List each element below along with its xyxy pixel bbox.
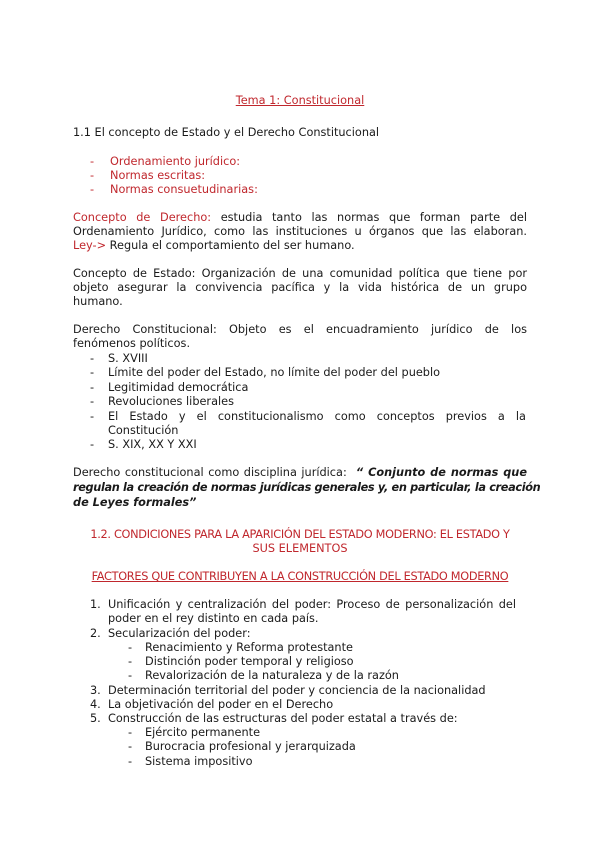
list-item: Normas escritas: xyxy=(110,169,206,182)
derecho-const-line1: Derecho Constitucional: Objeto es el encuadramiento jurídico de los xyxy=(73,323,527,336)
page-title: Tema 1: Constitucional xyxy=(235,94,365,107)
sub-item: Revalorización de la naturaleza y de la razón xyxy=(145,669,399,682)
list-number: 4. xyxy=(90,698,101,711)
numbered-item-1-line1: Unificación y centralización del poder: Proceso de personalización del xyxy=(108,598,516,611)
sub-item: Renacimiento y Reforma protestante xyxy=(145,641,353,654)
section-1-2-heading-line2: SUS ELEMENTOS xyxy=(252,542,348,555)
concepto-derecho-text: estudia tanto las normas que forman parte del xyxy=(211,211,527,224)
dash-marker: - xyxy=(90,169,95,182)
ley-label: Ley-> xyxy=(73,239,107,252)
dash-marker: - xyxy=(90,395,95,408)
sub-item: Ejército permanente xyxy=(145,726,261,739)
sub-item: Distinción poder temporal y religioso xyxy=(145,655,354,668)
dash-marker: - xyxy=(128,726,133,739)
concepto-estado-line3: humano. xyxy=(73,295,123,308)
list-item: Normas consuetudinarias: xyxy=(110,183,258,196)
disciplina-line2: regulan la creación de normas jurídicas generales y, en particular, la creación xyxy=(73,481,541,494)
dash-marker: - xyxy=(90,381,95,394)
derecho-const-line2: fenómenos políticos. xyxy=(73,337,191,350)
list-item: Revoluciones liberales xyxy=(108,395,234,408)
dash-marker: - xyxy=(128,669,133,682)
list-item: S. XIX, XX Y XXI xyxy=(108,438,197,451)
disciplina-lead: Derecho constitucional como disciplina jurídica: xyxy=(73,466,347,479)
concepto-derecho-line2: Ordenamiento Jurídico, como las instituciones u órganos que las elaboran. xyxy=(73,225,527,238)
list-number: 3. xyxy=(90,684,101,697)
list-item: Ordenamiento jurídico: xyxy=(110,155,241,168)
dash-marker: - xyxy=(90,155,95,168)
dash-marker: - xyxy=(128,655,133,668)
numbered-item-1-line2: poder en el rey distinto en cada país. xyxy=(108,612,319,625)
numbered-item-3: Determinación territorial del poder y conciencia de la nacionalidad xyxy=(108,684,486,697)
ley-text: Regula el comportamiento del ser humano. xyxy=(106,239,355,252)
dash-marker: - xyxy=(90,352,95,365)
section-1-2-heading-line1: 1.2. CONDICIONES PARA LA APARICIÓN DEL ESTADO MODERNO: EL ESTADO Y xyxy=(90,528,510,541)
disciplina-line3: de Leyes formales” xyxy=(73,496,197,509)
section-1-1-heading: 1.1 El concepto de Estado y el Derecho Constitucional xyxy=(73,126,380,139)
dash-marker: - xyxy=(90,438,95,451)
numbered-item-5: Construcción de las estructuras del poder estatal a través de: xyxy=(108,712,458,725)
dash-marker: - xyxy=(128,740,133,753)
concepto-derecho-label: Concepto de Derecho: xyxy=(73,211,212,224)
concepto-estado-line1: Concepto de Estado: Organización de una comunidad política que tiene por xyxy=(73,267,527,280)
list-number: 2. xyxy=(90,627,101,640)
concepto-estado-line2: objeto asegurar la convivencia pacífica y la vida histórica de un grupo xyxy=(73,281,527,294)
list-item: S. XVIII xyxy=(108,352,148,365)
list-item: Límite del poder del Estado, no límite del poder del pueblo xyxy=(108,366,441,379)
dash-marker: - xyxy=(128,641,133,654)
list-item: Legitimidad democrática xyxy=(108,381,249,394)
numbered-item-2: Secularización del poder: xyxy=(108,627,251,640)
dash-marker: - xyxy=(90,410,95,423)
numbered-item-4: La objetivación del poder en el Derecho xyxy=(108,698,334,711)
dash-marker: - xyxy=(128,755,133,768)
list-item: El Estado y el constitucionalismo como conceptos previos a la xyxy=(108,410,526,423)
disciplina-quote-start: “ Conjunto de normas que xyxy=(355,466,527,479)
disciplina-line1 xyxy=(73,466,527,481)
list-number: 1. xyxy=(90,598,101,611)
dash-marker: - xyxy=(90,366,95,379)
list-item-continuation: Constitución xyxy=(108,424,179,437)
ley-line xyxy=(73,239,355,254)
dash-marker: - xyxy=(90,183,95,196)
list-number: 5. xyxy=(90,712,101,725)
sub-item: Sistema impositivo xyxy=(145,755,253,768)
factores-heading: FACTORES QUE CONTRIBUYEN A LA CONSTRUCCIÓN DEL ESTADO MODERNO xyxy=(91,570,509,583)
sub-item: Burocracia profesional y jerarquizada xyxy=(145,740,356,753)
concepto-derecho-line1 xyxy=(73,211,527,226)
